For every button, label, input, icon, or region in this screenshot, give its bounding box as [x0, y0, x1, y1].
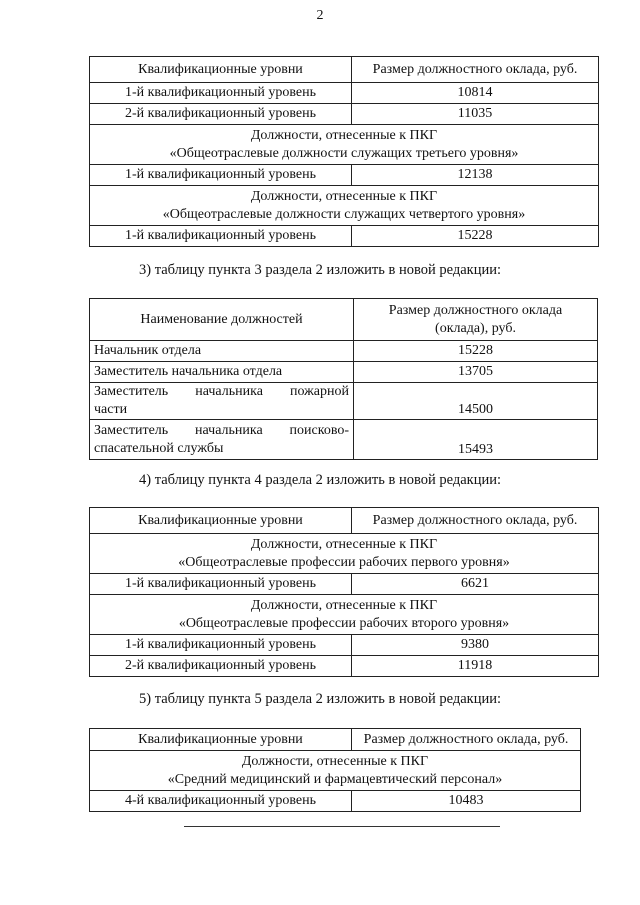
group-header-row — [90, 534, 599, 574]
column-header-salary: Размер должностного оклада, руб. — [352, 57, 599, 83]
position-cell — [90, 383, 354, 420]
salary-cell: 13705 — [354, 362, 598, 383]
table-row — [90, 635, 599, 656]
column-header-salary — [354, 299, 598, 341]
table-row — [90, 420, 598, 460]
group-cell — [90, 534, 599, 574]
position-line2: части — [94, 402, 128, 417]
paragraph-3: 3) таблицу пункта 3 раздела 2 изложить в новой редакции: — [139, 262, 501, 278]
position-line2: спасательной службы — [94, 440, 224, 456]
group-header-row — [90, 186, 599, 226]
salary-cell: 14500 — [354, 383, 598, 420]
group-subtitle: «Общеотраслевые профессии рабочих первого уровня» — [178, 554, 510, 570]
table-row — [90, 341, 598, 362]
column-header-salary-line1: Размер должностного оклада — [388, 302, 563, 318]
group-title: Должности, отнесенные к ПКГ — [250, 597, 438, 613]
table-row — [90, 104, 599, 125]
group-title: Должности, отнесенные к ПКГ — [250, 536, 438, 552]
column-header-salary: Размер должностного оклада, руб. — [352, 508, 599, 534]
page-number: 2 — [316, 8, 324, 23]
group-subtitle: «Средний медицинский и фармацевтический персонал» — [167, 771, 503, 787]
position-line1: Заместитель начальника пожарной — [94, 384, 349, 399]
table-row — [90, 656, 599, 677]
table-header-row — [90, 729, 581, 751]
level-cell: 1-й квалификационный уровень — [90, 574, 352, 595]
position-cell: Заместитель начальника отдела — [90, 362, 354, 383]
level-cell: 2-й квалификационный уровень — [90, 656, 352, 677]
group-title: Должности, отнесенные к ПКГ — [250, 127, 438, 143]
group-subtitle: «Общеотраслевые профессии рабочих второго уровня» — [178, 615, 510, 631]
salary-cell: 10483 — [352, 791, 581, 812]
group-cell — [90, 186, 599, 226]
table-row — [90, 226, 599, 247]
salary-cell: 10814 — [352, 83, 599, 104]
level-cell: 1-й квалификационный уровень — [90, 635, 352, 656]
table-header-row — [90, 57, 599, 83]
salary-cell: 15228 — [354, 341, 598, 362]
position-cell: Начальник отдела — [90, 341, 354, 362]
group-header-row — [90, 125, 599, 165]
salary-cell: 6621 — [352, 574, 599, 595]
end-divider — [184, 826, 500, 827]
level-cell: 2-й квалификационный уровень — [90, 104, 352, 125]
level-cell: 1-й квалификационный уровень — [90, 83, 352, 104]
position-cell — [90, 420, 354, 460]
table-row — [90, 791, 581, 812]
group-subtitle: «Общеотраслевые должности служащих четвертого уровня» — [162, 206, 526, 222]
group-header-row — [90, 595, 599, 635]
level-cell: 1-й квалификационный уровень — [90, 226, 352, 247]
salary-table-1 — [89, 56, 599, 247]
column-header-levels: Квалификационные уровни — [90, 57, 352, 83]
group-header-row — [90, 751, 581, 791]
table-row — [90, 165, 599, 186]
table-row — [90, 383, 598, 420]
position-line1: Заместитель начальника поисково- — [94, 422, 349, 438]
column-header-positions: Наименование должностей — [90, 299, 354, 341]
salary-cell: 15228 — [352, 226, 599, 247]
table-row — [90, 83, 599, 104]
level-cell: 4-й квалификационный уровень — [90, 791, 352, 812]
group-subtitle: «Общеотраслевые должности служащих третьего уровня» — [169, 145, 519, 161]
salary-cell: 11035 — [352, 104, 599, 125]
group-cell — [90, 125, 599, 165]
paragraph-4: 4) таблицу пункта 4 раздела 2 изложить в новой редакции: — [139, 472, 501, 488]
column-header-levels: Квалификационные уровни — [90, 508, 352, 534]
salary-table-3 — [89, 507, 599, 677]
salary-table-4 — [89, 728, 581, 812]
column-header-salary: Размер должностного оклада, руб. — [352, 729, 581, 751]
column-header-salary-line2: (оклада), руб. — [435, 320, 516, 336]
group-title: Должности, отнесенные к ПКГ — [250, 188, 438, 204]
salary-cell: 15493 — [354, 420, 598, 460]
table-header-row — [90, 508, 599, 534]
group-title: Должности, отнесенные к ПКГ — [241, 753, 429, 769]
positions-table — [89, 298, 598, 460]
group-cell — [90, 595, 599, 635]
group-cell — [90, 751, 581, 791]
level-cell: 1-й квалификационный уровень — [90, 165, 352, 186]
column-header-levels: Квалификационные уровни — [90, 729, 352, 751]
paragraph-5: 5) таблицу пункта 5 раздела 2 изложить в новой редакции: — [139, 691, 501, 707]
table-header-row — [90, 299, 598, 341]
salary-cell: 9380 — [352, 635, 599, 656]
salary-cell: 11918 — [352, 656, 599, 677]
salary-cell: 12138 — [352, 165, 599, 186]
table-row — [90, 362, 598, 383]
table-row — [90, 574, 599, 595]
